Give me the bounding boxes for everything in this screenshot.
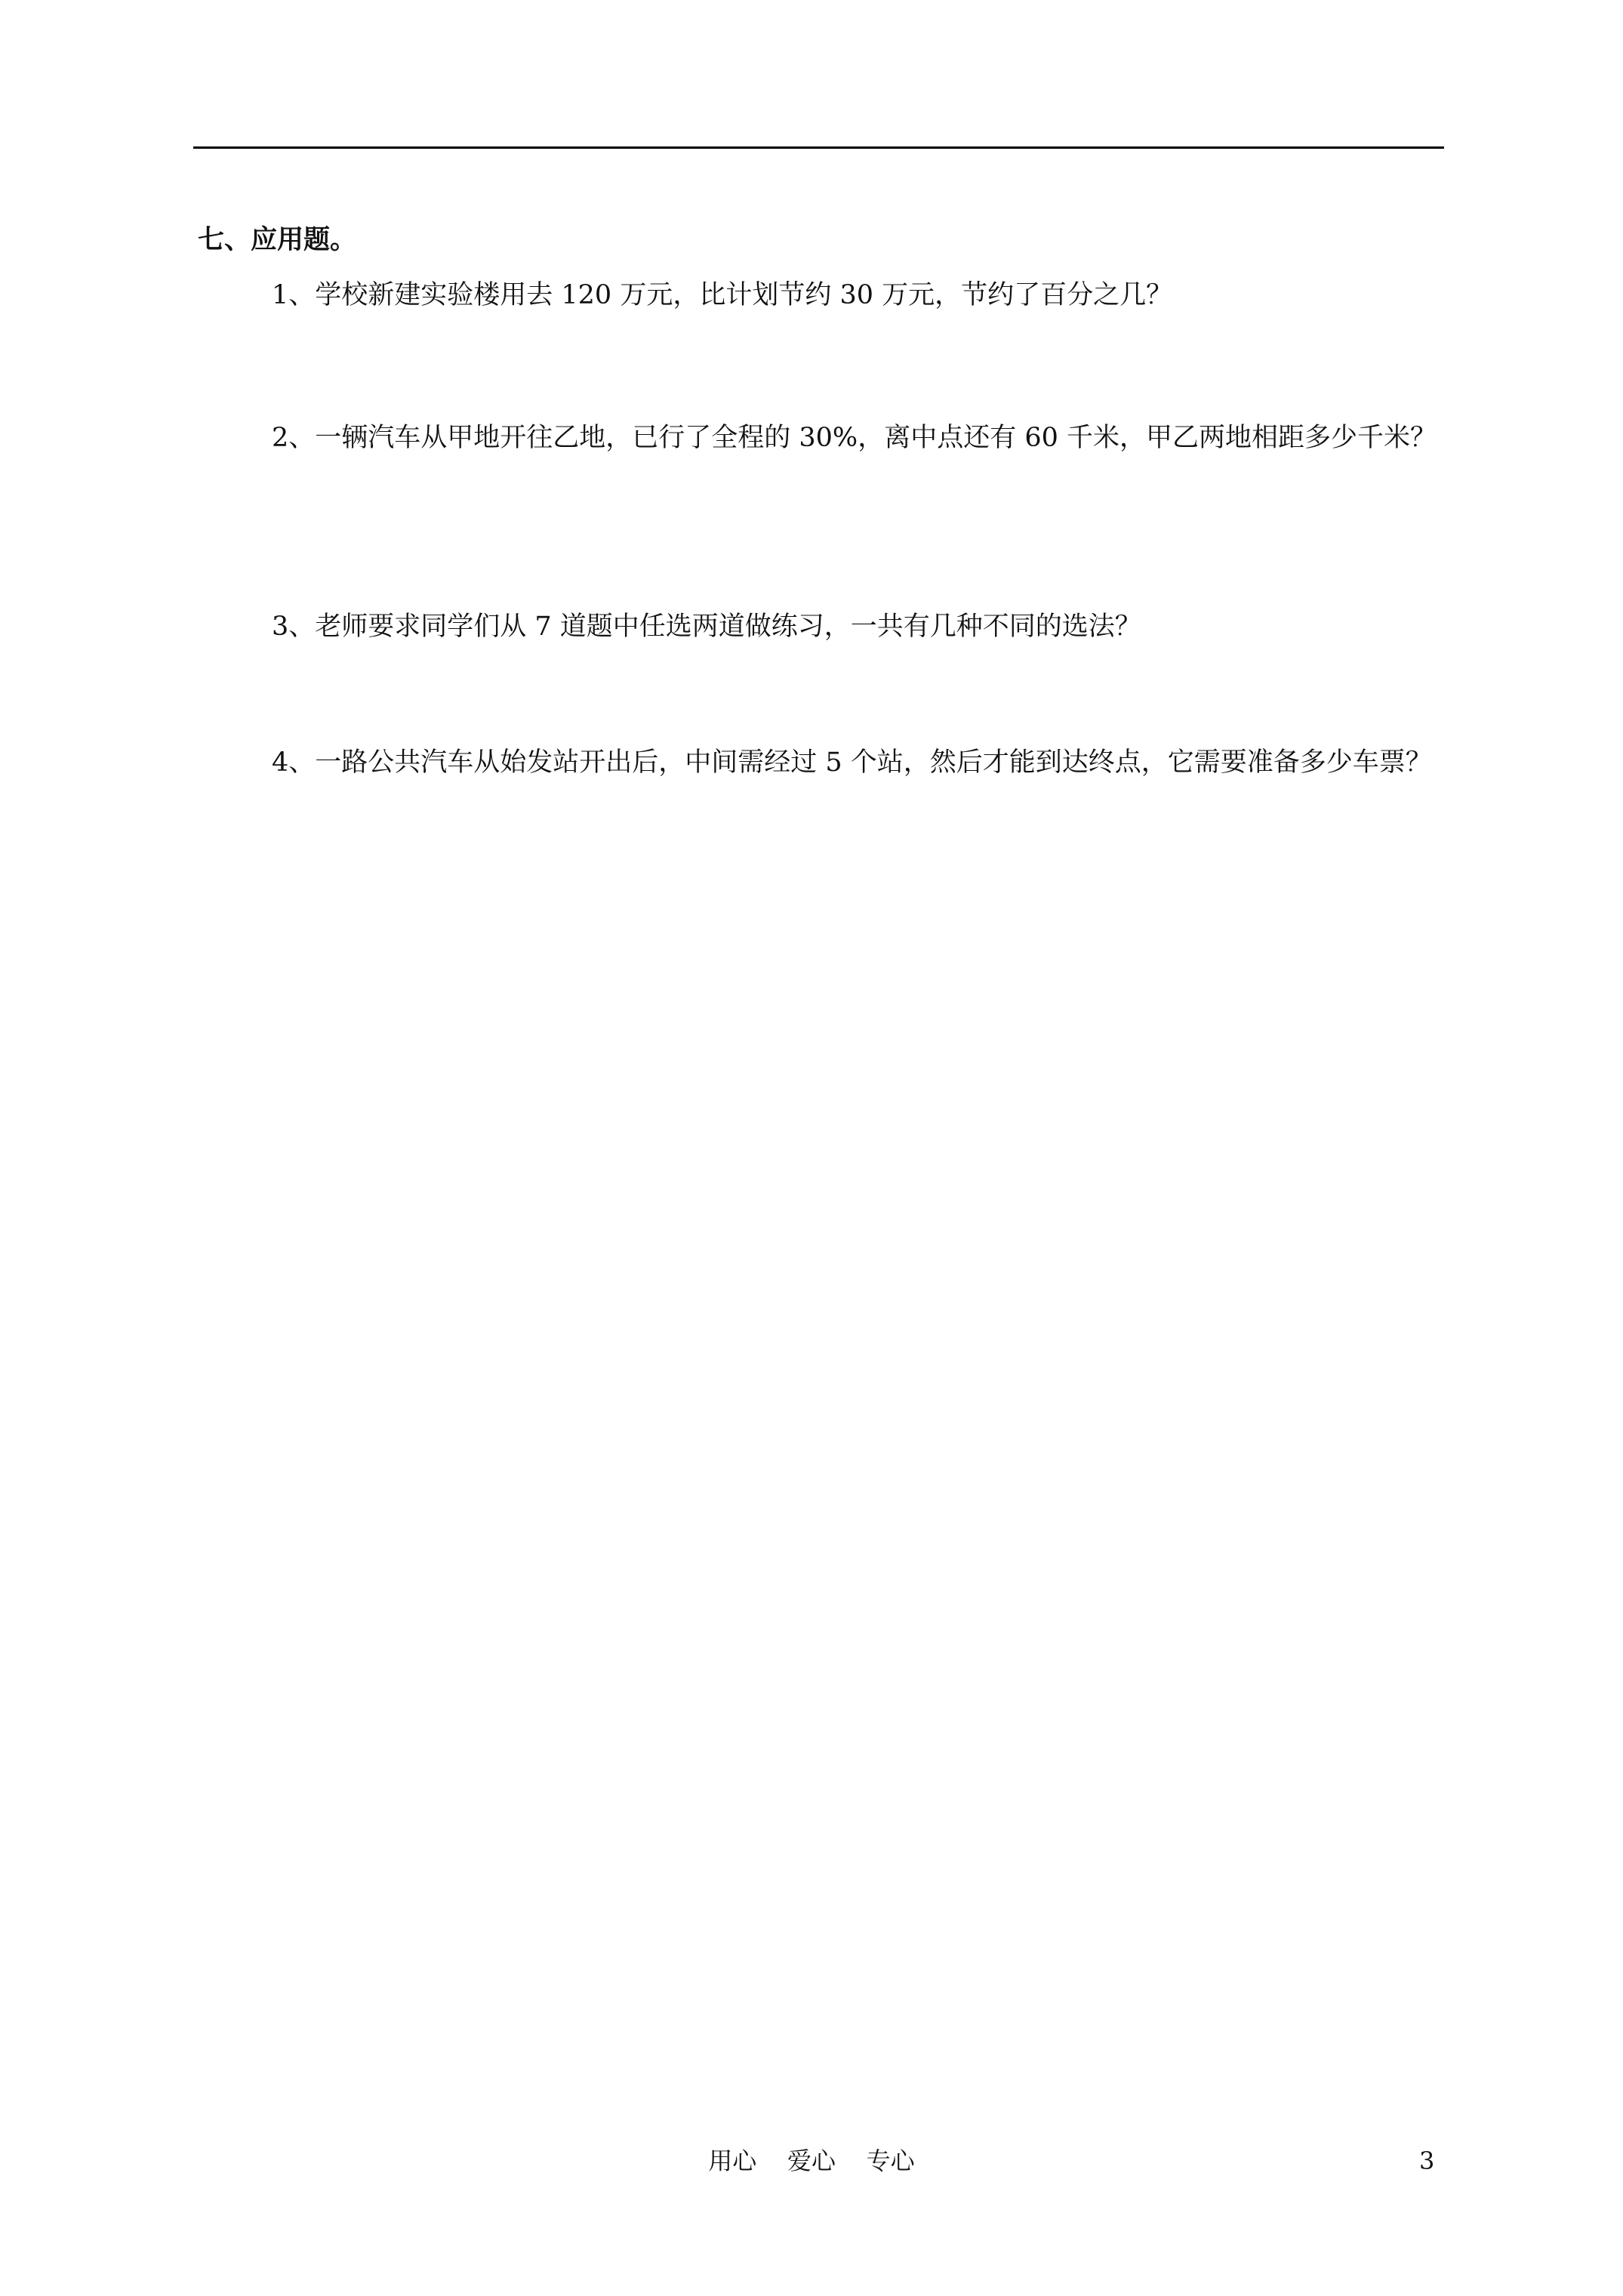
- page-number: 3: [1419, 2147, 1435, 2175]
- section-title: 七、应用题。: [198, 224, 357, 255]
- question-1: 1、学校新建实验楼用去 120 万元，比计划节约 30 万元，节约了百分之几？: [272, 280, 1173, 310]
- header-rule: [193, 146, 1444, 149]
- question-4: 4、一路公共汽车从始发站开出后，中间需经过 5 个站，然后才能到达终点，它需要准备多少车票？: [272, 747, 1432, 778]
- question-2: 2、一辆汽车从甲地开往乙地，已行了全程的 30%，离中点还有 60 千米，甲乙两地相距多少千米？: [272, 423, 1437, 453]
- footer-motto: 用心 爱心 专心: [708, 2147, 915, 2175]
- question-3: 3、老师要求同学们从 7 道题中任选两道做练习，一共有几种不同的选法？: [272, 612, 1141, 642]
